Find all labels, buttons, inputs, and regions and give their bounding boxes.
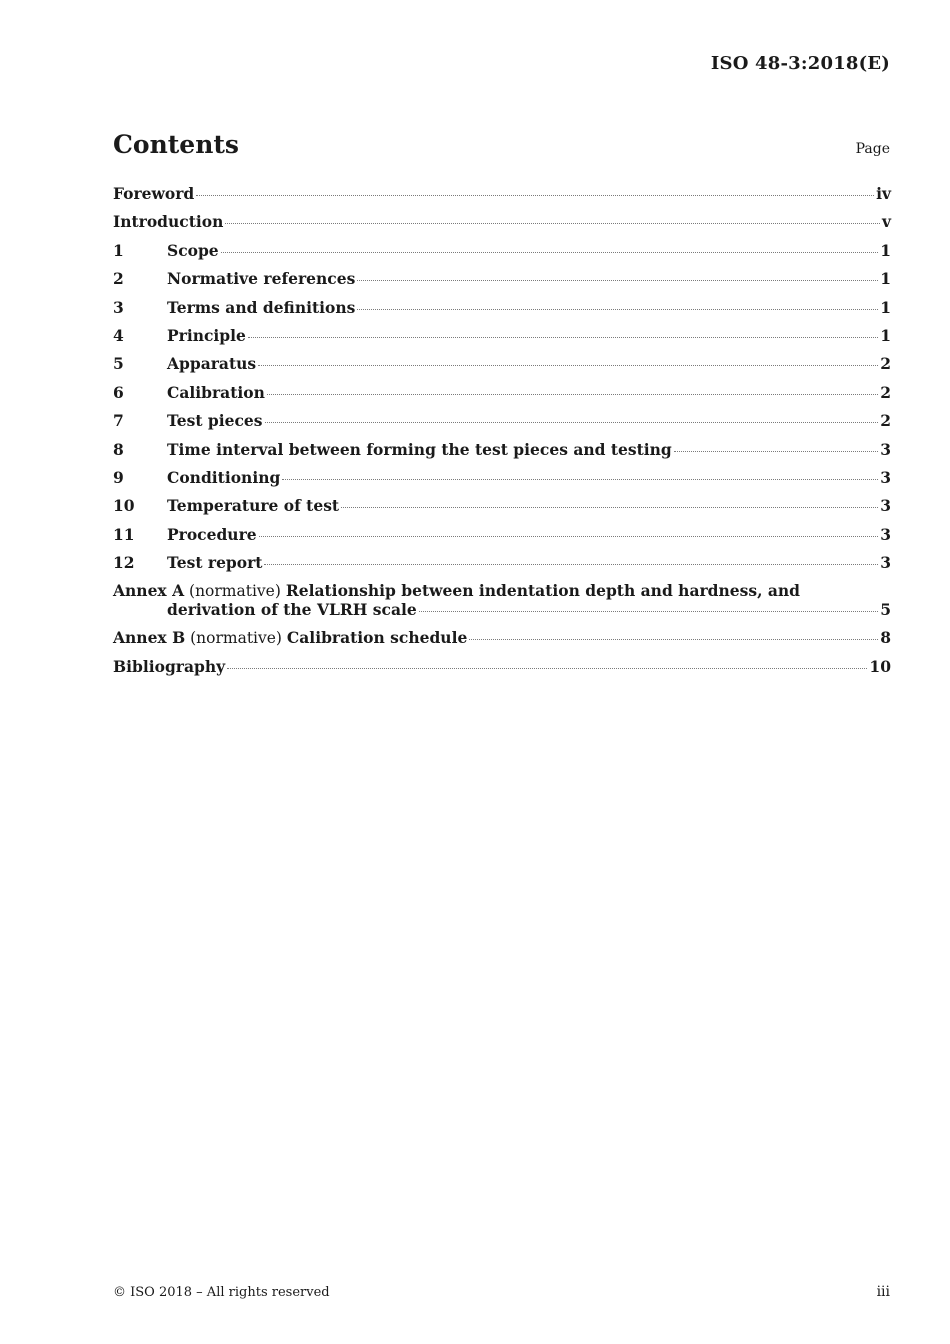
contents-title: Contents [113,130,240,159]
toc-number: 2 [113,269,124,289]
toc-page: 2 [880,354,891,374]
toc-page: 2 [880,411,891,431]
dot-leader [259,535,879,537]
toc-entry-test-report[interactable] [113,553,891,581]
dot-leader [264,563,878,565]
toc-entry-temperature-of-test[interactable] [113,496,891,524]
toc-page: 3 [880,524,891,544]
dot-leader [225,222,880,224]
toc-entry-foreword[interactable] [113,184,891,212]
toc-entry-calibration[interactable] [113,383,891,411]
toc-entry-bibliography[interactable] [113,657,891,685]
page-column-label: Page [855,141,890,157]
dot-leader [357,308,878,310]
toc-entry-test-pieces[interactable] [113,411,891,439]
toc-page: 1 [880,240,891,260]
annex-title-line1: Relationship between indentation depth and hardness, and [285,581,801,601]
dot-leader [469,638,878,640]
dot-leader [221,251,879,253]
toc-entry-apparatus[interactable] [113,354,891,382]
toc-title: Apparatus [167,354,257,374]
toc-title: Time interval between forming the test pieces and testing [167,439,672,459]
toc-title: Introduction [113,212,224,232]
annex-title-line2: derivation of the VLRH scale [167,600,417,620]
dot-leader [674,450,878,452]
toc-number: 12 [113,553,135,573]
dot-leader [265,421,879,423]
dot-leader [248,336,878,338]
annex-title: Calibration schedule [286,628,468,648]
toc-number: 10 [113,496,135,516]
toc-page: 3 [880,553,891,573]
toc-title: Bibliography [113,656,226,676]
toc-page: 3 [880,496,891,516]
toc-page: 1 [880,297,891,317]
toc-entry-principle[interactable] [113,326,891,354]
toc-entry-scope[interactable] [113,241,891,269]
toc-entry-introduction[interactable] [113,212,891,240]
toc-page: v [881,212,891,232]
dot-leader [282,478,878,480]
toc-title: Scope [167,240,219,260]
table-of-contents [113,184,891,685]
dot-leader [258,364,878,366]
toc-number: 4 [113,325,124,345]
toc-title: Foreword [113,184,195,203]
toc-title: Conditioning [167,467,281,487]
toc-number: 7 [113,411,124,431]
dot-leader [419,610,878,612]
toc-title: Normative references [167,269,356,289]
toc-number: 11 [113,524,135,544]
toc-entry-annex-a[interactable] [113,581,891,619]
toc-title: Test report [167,553,263,573]
page-number: iii [876,1284,890,1300]
annex-label: Annex B [113,628,186,648]
toc-page: 2 [880,382,891,402]
toc-entry-annex-b[interactable] [113,628,891,656]
annex-a-line2 [113,600,891,619]
document-id: ISO 48-3:2018(E) [710,53,890,74]
toc-entry-conditioning[interactable] [113,468,891,496]
toc-page: 10 [869,656,891,676]
toc-title: Procedure [167,524,257,544]
toc-title: Calibration [167,382,265,402]
toc-number: 3 [113,297,124,317]
toc-entry-terms-and-definitions[interactable] [113,298,891,326]
toc-number: 1 [113,240,124,260]
dot-leader [196,194,874,196]
toc-page: iv [876,184,891,203]
toc-page: 3 [880,439,891,459]
toc-number: 5 [113,354,124,374]
toc-number: 9 [113,467,124,487]
dot-leader [357,279,878,281]
dot-leader [341,506,878,508]
toc-entry-procedure[interactable] [113,525,891,553]
annex-type: (normative) [190,629,282,648]
toc-number: 8 [113,439,124,459]
toc-page: 8 [880,628,891,648]
dot-leader [267,393,878,395]
toc-page: 1 [880,325,891,345]
dot-leader [227,667,867,669]
annex-a-line1 [113,581,891,600]
toc-title: Test pieces [167,411,263,431]
toc-entry-normative-references[interactable] [113,269,891,297]
annex-label: Annex A [113,581,185,601]
toc-page: 1 [880,269,891,289]
toc-number: 6 [113,382,124,402]
toc-title: Temperature of test [167,496,340,516]
toc-entry-time-interval[interactable] [113,440,891,468]
toc-page: 5 [880,600,891,620]
toc-title: Terms and definitions [167,297,356,317]
annex-type: (normative) [189,582,281,601]
toc-title: Principle [167,325,246,345]
toc-page: 3 [880,467,891,487]
copyright-notice: © ISO 2018 – All rights reserved [113,1285,330,1300]
